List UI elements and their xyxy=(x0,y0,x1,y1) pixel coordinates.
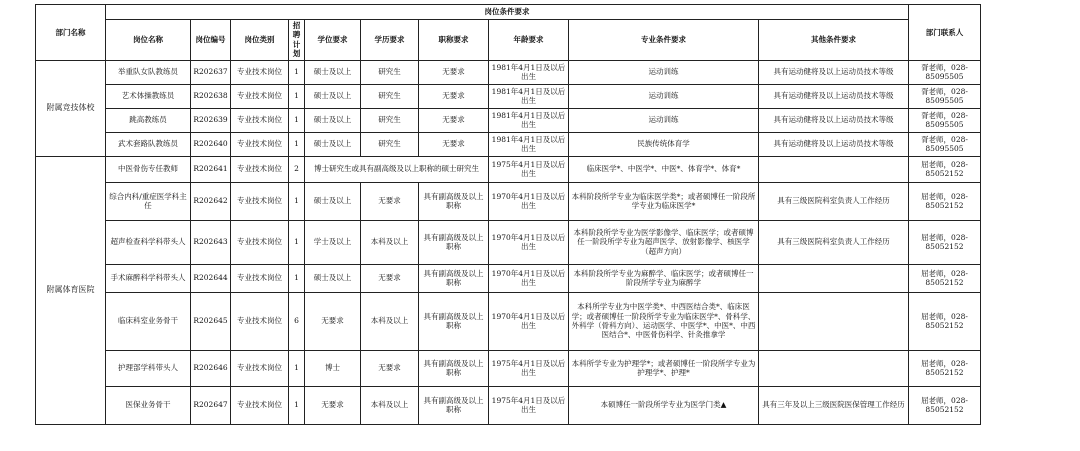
category-cell: 专业技术岗位 xyxy=(231,60,289,84)
degree-cell: 硕士及以上 xyxy=(305,84,361,108)
title-cell: 具有副高级及以上职称 xyxy=(419,220,489,264)
code-cell: R202642 xyxy=(191,182,231,220)
header-contact: 部门联系人 xyxy=(909,5,981,61)
position-cell: 手术麻醉科学科带头人 xyxy=(106,264,191,292)
title-cell: 具有副高级及以上职称 xyxy=(419,264,489,292)
count-cell: 1 xyxy=(289,350,305,386)
major-cell: 本科阶段所学专业为医学影像学、临床医学；或者硕博任一阶段所学专业为超声医学、放射影像学、核医学（超声方向） xyxy=(569,220,759,264)
position-cell: 超声检查科学科带头人 xyxy=(106,220,191,264)
major-cell: 本硕博任一阶段所学专业为医学门类▲ xyxy=(569,386,759,424)
code-cell: R202646 xyxy=(191,350,231,386)
category-cell: 专业技术岗位 xyxy=(231,132,289,156)
other-cell: 具有运动健将及以上运动员技术等级 xyxy=(759,60,909,84)
position-cell: 举重队女队教练员 xyxy=(106,60,191,84)
degree-education-title-cell: 博士研究生或具有副高级及以上职称的硕士研究生 xyxy=(305,156,489,182)
table-row xyxy=(36,132,981,156)
position-cell: 综合内科/重症医学科主任 xyxy=(106,182,191,220)
category-cell: 专业技术岗位 xyxy=(231,264,289,292)
other-cell: 具有运动健将及以上运动员技术等级 xyxy=(759,84,909,108)
major-cell: 临床医学*、中医学*、中医*、体育学*、体育* xyxy=(569,156,759,182)
other-cell xyxy=(759,292,909,350)
header-education: 学历要求 xyxy=(361,20,419,61)
title-cell: 具有副高级及以上职称 xyxy=(419,386,489,424)
contact-cell: 屈老师，028-85052152 xyxy=(909,220,981,264)
other-cell xyxy=(759,264,909,292)
education-cell: 无要求 xyxy=(361,182,419,220)
header-row-top xyxy=(36,5,981,20)
major-cell: 本科阶段所学专业为麻醉学、临床医学；或者硕博任一阶段所学专业为麻醉学 xyxy=(569,264,759,292)
education-cell: 研究生 xyxy=(361,60,419,84)
major-cell: 本科所学专业为护理学*；或者硕博任一阶段所学专业为护理学*、护理* xyxy=(569,350,759,386)
code-cell: R202644 xyxy=(191,264,231,292)
code-cell: R202639 xyxy=(191,108,231,132)
major-cell: 运动训练 xyxy=(569,84,759,108)
category-cell: 专业技术岗位 xyxy=(231,386,289,424)
degree-cell: 硕士及以上 xyxy=(305,108,361,132)
count-cell: 1 xyxy=(289,108,305,132)
table-row xyxy=(36,292,981,350)
age-cell: 1970年4月1日及以后出生 xyxy=(489,292,569,350)
contact-cell: 屈老师，028-85052152 xyxy=(909,350,981,386)
degree-cell: 博士 xyxy=(305,350,361,386)
major-cell: 运动训练 xyxy=(569,60,759,84)
header-row-sub xyxy=(36,20,981,61)
contact-cell: 屈老师，028-85052152 xyxy=(909,292,981,350)
other-cell: 具有运动健将及以上运动员技术等级 xyxy=(759,108,909,132)
contact-cell: 屈老师，028-85052152 xyxy=(909,156,981,182)
degree-cell: 学士及以上 xyxy=(305,220,361,264)
category-cell: 专业技术岗位 xyxy=(231,156,289,182)
count-cell: 1 xyxy=(289,264,305,292)
header-group-title: 岗位条件要求 xyxy=(106,5,909,20)
major-cell: 民族传统体育学 xyxy=(569,132,759,156)
education-cell: 研究生 xyxy=(361,84,419,108)
title-cell: 无要求 xyxy=(419,84,489,108)
major-cell: 运动训练 xyxy=(569,108,759,132)
contact-cell: 胥老师，028-85095505 xyxy=(909,108,981,132)
category-cell: 专业技术岗位 xyxy=(231,220,289,264)
education-cell: 无要求 xyxy=(361,350,419,386)
position-cell: 中医骨伤专任教师 xyxy=(106,156,191,182)
age-cell: 1981年4月1日及以后出生 xyxy=(489,60,569,84)
position-cell: 跳高教练员 xyxy=(106,108,191,132)
count-cell: 1 xyxy=(289,60,305,84)
other-cell xyxy=(759,156,909,182)
education-cell: 研究生 xyxy=(361,108,419,132)
count-cell: 1 xyxy=(289,84,305,108)
code-cell: R202641 xyxy=(191,156,231,182)
table-row xyxy=(36,156,981,182)
position-cell: 医保业务骨干 xyxy=(106,386,191,424)
table-row xyxy=(36,84,981,108)
other-cell: 具有运动健将及以上运动员技术等级 xyxy=(759,132,909,156)
code-cell: R202640 xyxy=(191,132,231,156)
count-cell: 1 xyxy=(289,132,305,156)
age-cell: 1975年4月1日及以后出生 xyxy=(489,156,569,182)
dept-cell: 附属竞技体校 xyxy=(36,60,106,156)
education-cell: 无要求 xyxy=(361,264,419,292)
header-category: 岗位类别 xyxy=(231,20,289,61)
age-cell: 1970年4月1日及以后出生 xyxy=(489,220,569,264)
count-cell: 6 xyxy=(289,292,305,350)
header-count: 招聘计划 xyxy=(289,20,305,61)
position-cell: 护理部学科带头人 xyxy=(106,350,191,386)
count-cell: 1 xyxy=(289,220,305,264)
degree-cell: 无要求 xyxy=(305,386,361,424)
count-cell: 1 xyxy=(289,386,305,424)
header-dept-name: 部门名称 xyxy=(36,5,106,61)
dept-cell: 附属体育医院 xyxy=(36,156,106,424)
category-cell: 专业技术岗位 xyxy=(231,84,289,108)
position-cell: 临床科室业务骨干 xyxy=(106,292,191,350)
table-row xyxy=(36,60,981,84)
contact-cell: 屈老师，028-85052152 xyxy=(909,386,981,424)
category-cell: 专业技术岗位 xyxy=(231,182,289,220)
title-cell: 无要求 xyxy=(419,132,489,156)
recruitment-table xyxy=(35,4,981,425)
title-cell: 无要求 xyxy=(419,60,489,84)
table-row xyxy=(36,264,981,292)
age-cell: 1975年4月1日及以后出生 xyxy=(489,386,569,424)
degree-cell: 硕士及以上 xyxy=(305,182,361,220)
title-cell: 无要求 xyxy=(419,108,489,132)
table-row xyxy=(36,220,981,264)
age-cell: 1981年4月1日及以后出生 xyxy=(489,132,569,156)
position-cell: 艺术体操教练员 xyxy=(106,84,191,108)
header-age: 年龄要求 xyxy=(489,20,569,61)
header-title: 职称要求 xyxy=(419,20,489,61)
table-row xyxy=(36,182,981,220)
contact-cell: 胥老师，028-85095505 xyxy=(909,132,981,156)
degree-cell: 硕士及以上 xyxy=(305,132,361,156)
major-cell: 本科阶段所学专业为临床医学类*；或者硕博任一阶段所学专业为临床医学* xyxy=(569,182,759,220)
contact-cell: 胥老师，028-85095505 xyxy=(909,84,981,108)
code-cell: R202647 xyxy=(191,386,231,424)
age-cell: 1970年4月1日及以后出生 xyxy=(489,264,569,292)
table-row xyxy=(36,108,981,132)
age-cell: 1981年4月1日及以后出生 xyxy=(489,84,569,108)
count-cell: 2 xyxy=(289,156,305,182)
header-degree: 学位要求 xyxy=(305,20,361,61)
header-position: 岗位名称 xyxy=(106,20,191,61)
education-cell: 本科及以上 xyxy=(361,220,419,264)
header-code: 岗位编号 xyxy=(191,20,231,61)
other-cell xyxy=(759,350,909,386)
degree-cell: 无要求 xyxy=(305,292,361,350)
degree-cell: 硕士及以上 xyxy=(305,60,361,84)
degree-cell: 硕士及以上 xyxy=(305,264,361,292)
contact-cell: 屈老师，028-85052152 xyxy=(909,182,981,220)
contact-cell: 胥老师，028-85095505 xyxy=(909,60,981,84)
header-other: 其他条件要求 xyxy=(759,20,909,61)
title-cell: 具有副高级及以上职称 xyxy=(419,350,489,386)
education-cell: 本科及以上 xyxy=(361,292,419,350)
table-row xyxy=(36,386,981,424)
code-cell: R202637 xyxy=(191,60,231,84)
education-cell: 研究生 xyxy=(361,132,419,156)
category-cell: 专业技术岗位 xyxy=(231,350,289,386)
age-cell: 1981年4月1日及以后出生 xyxy=(489,108,569,132)
code-cell: R202643 xyxy=(191,220,231,264)
major-cell: 本科所学专业为中医学类*、中西医结合类*、临床医学；或者硕博任一阶段所学专业为临床医学*、骨科学、外科学（骨科方向）、运动医学、中医学*、中医*、中西医结合*、中医骨伤科学、针灸推拿学 xyxy=(569,292,759,350)
position-cell: 武术套路队教练员 xyxy=(106,132,191,156)
contact-cell: 屈老师，028-85052152 xyxy=(909,264,981,292)
other-cell: 具有三年及以上三级医院医保管理工作经历 xyxy=(759,386,909,424)
table-row xyxy=(36,350,981,386)
education-cell: 本科及以上 xyxy=(361,386,419,424)
category-cell: 专业技术岗位 xyxy=(231,292,289,350)
other-cell: 具有三级医院科室负责人工作经历 xyxy=(759,220,909,264)
age-cell: 1970年4月1日及以后出生 xyxy=(489,182,569,220)
code-cell: R202645 xyxy=(191,292,231,350)
title-cell: 具有副高级及以上职称 xyxy=(419,182,489,220)
code-cell: R202638 xyxy=(191,84,231,108)
other-cell: 具有三级医院科室负责人工作经历 xyxy=(759,182,909,220)
header-major: 专业条件要求 xyxy=(569,20,759,61)
count-cell: 1 xyxy=(289,182,305,220)
age-cell: 1975年4月1日及以后出生 xyxy=(489,350,569,386)
category-cell: 专业技术岗位 xyxy=(231,108,289,132)
title-cell: 具有副高级及以上职称 xyxy=(419,292,489,350)
